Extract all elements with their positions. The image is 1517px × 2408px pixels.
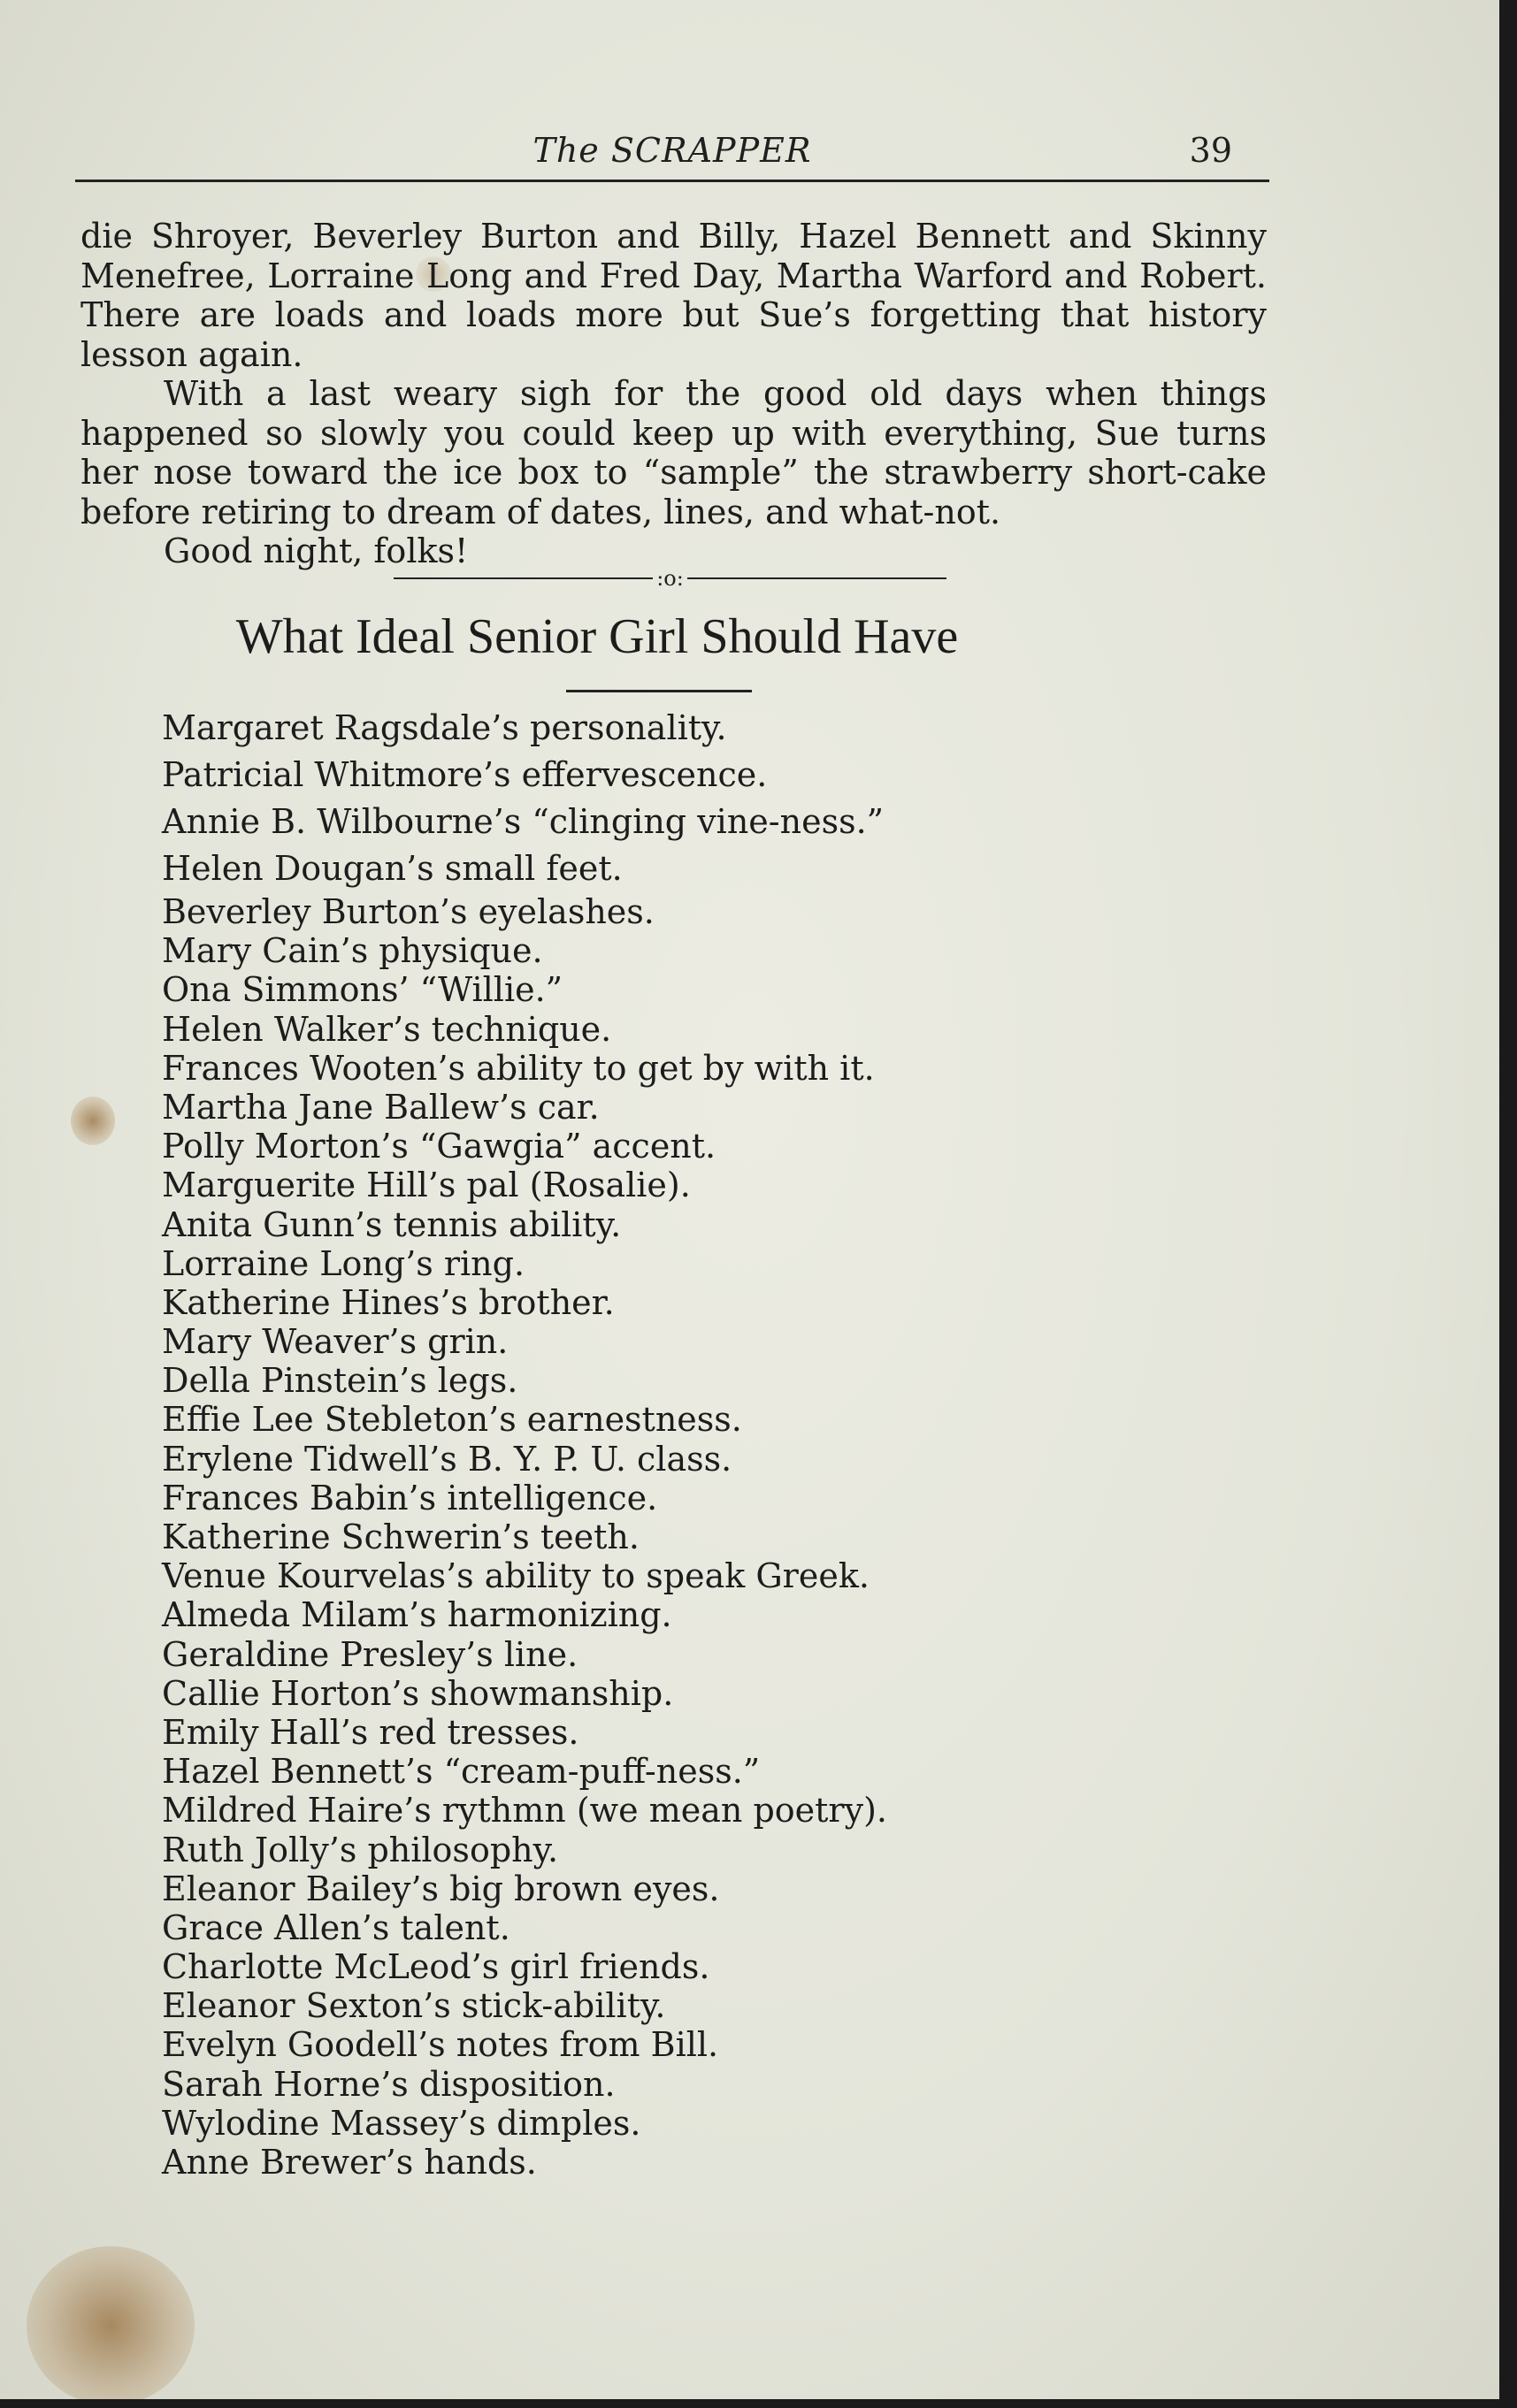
list-item: Ona Simmons’ “Willie.” bbox=[162, 970, 563, 1010]
list-item: Lorraine Long’s ring. bbox=[162, 1243, 525, 1283]
list-item: Ruth Jolly’s philosophy. bbox=[162, 1830, 559, 1869]
list-item: Frances Wooten’s ability to get by with it. bbox=[162, 1048, 875, 1088]
list-item: Evelyn Goodell’s notes from Bill. bbox=[162, 2025, 719, 2065]
list-item: Mildred Haire’s rythmn (we mean poetry). bbox=[162, 1791, 887, 1831]
list-item: Katherine Hines’s brother. bbox=[162, 1282, 615, 1322]
running-header bbox=[75, 131, 1269, 177]
list-item: Annie B. Wilbourne’s “clinging vine-ness.” bbox=[162, 802, 885, 841]
list-item: Helen Dougan’s small feet. bbox=[162, 849, 623, 888]
list-item: Charlotte McLeod’s girl friends. bbox=[162, 1947, 710, 1987]
list-item: Eleanor Bailey’s big brown eyes. bbox=[162, 1869, 720, 1908]
list-item: Mary Cain’s physique. bbox=[162, 931, 543, 971]
title-rule bbox=[566, 690, 752, 692]
page-number: 39 bbox=[1189, 131, 1232, 170]
list-item: Patricial Whitmore’s effervescence. bbox=[162, 755, 768, 794]
section-title: What Ideal Senior Girl Should Have bbox=[235, 609, 959, 664]
list-item: Frances Babin’s intelligence. bbox=[162, 1478, 658, 1517]
list-item: Effie Lee Stebleton’s earnestness. bbox=[162, 1400, 742, 1440]
list-item: Katherine Schwerin’s teeth. bbox=[162, 1517, 640, 1556]
list-item: Mary Weaver’s grin. bbox=[162, 1322, 509, 1362]
list-item: Eleanor Sexton’s stick-ability. bbox=[162, 1986, 666, 2026]
list-item: Anne Brewer’s hands. bbox=[162, 2143, 537, 2182]
continued-article bbox=[80, 217, 1267, 571]
ideal-girl-list bbox=[162, 705, 1223, 2182]
paragraph: With a last weary sigh for the good old days when things happened so slowly you could keep up with everything, Sue turns her nose toward the ice box to “sample” the strawberry short-cake before retiring to dream of dates, lines, and what-not. bbox=[80, 374, 1267, 531]
list-item: Grace Allen’s talent. bbox=[162, 1907, 510, 1947]
list-item: Helen Walker’s technique. bbox=[162, 1009, 612, 1049]
list-item: Wylodine Massey’s dimples. bbox=[162, 2103, 641, 2143]
sign-off: Good night, folks! bbox=[164, 531, 469, 570]
list-item: Almeda Milam’s harmonizing. bbox=[162, 1595, 672, 1635]
list-item: Venue Kourvelas’s ability to speak Greek. bbox=[162, 1556, 870, 1596]
separator-line-left bbox=[394, 577, 653, 579]
header-rule bbox=[75, 180, 1269, 182]
page-stain-bottom bbox=[27, 2246, 195, 2399]
list-item: Margaret Ragsdale’s personality. bbox=[162, 708, 727, 747]
list-item: Erylene Tidwell’s B. Y. P. U. class. bbox=[162, 1439, 732, 1479]
page-stain-left bbox=[71, 1097, 115, 1145]
list-item: Martha Jane Ballew’s car. bbox=[162, 1087, 600, 1127]
paragraph: die Shroyer, Beverley Burton and Billy, Hazel Bennett and Skinny Menefree, Lorraine Long and Fred Day, Martha Warford and Robert. There are loads and loads more but Sue’s forgetting that history lesson again. bbox=[80, 217, 1267, 374]
list-item: Sarah Horne’s disposition. bbox=[162, 2064, 616, 2104]
list-item: Geraldine Presley’s line. bbox=[162, 1634, 578, 1674]
list-item: Hazel Bennett’s “cream-puff-ness.” bbox=[162, 1752, 761, 1792]
list-item: Marguerite Hill’s pal (Rosalie). bbox=[162, 1166, 691, 1205]
list-item: Polly Morton’s “Gawgia” accent. bbox=[162, 1127, 716, 1166]
section-separator bbox=[394, 566, 946, 591]
list-item: Callie Horton’s showmanship. bbox=[162, 1673, 674, 1713]
list-item: Della Pinstein’s legs. bbox=[162, 1361, 518, 1401]
list-item: Anita Gunn’s tennis ability. bbox=[162, 1204, 622, 1244]
list-item: Beverley Burton’s eyelashes. bbox=[162, 892, 655, 931]
publication-title: The SCRAPPER bbox=[532, 131, 812, 170]
separator-mark: :o: bbox=[656, 566, 684, 591]
separator-line-right bbox=[687, 577, 946, 579]
list-item: Emily Hall’s red tresses. bbox=[162, 1712, 579, 1752]
